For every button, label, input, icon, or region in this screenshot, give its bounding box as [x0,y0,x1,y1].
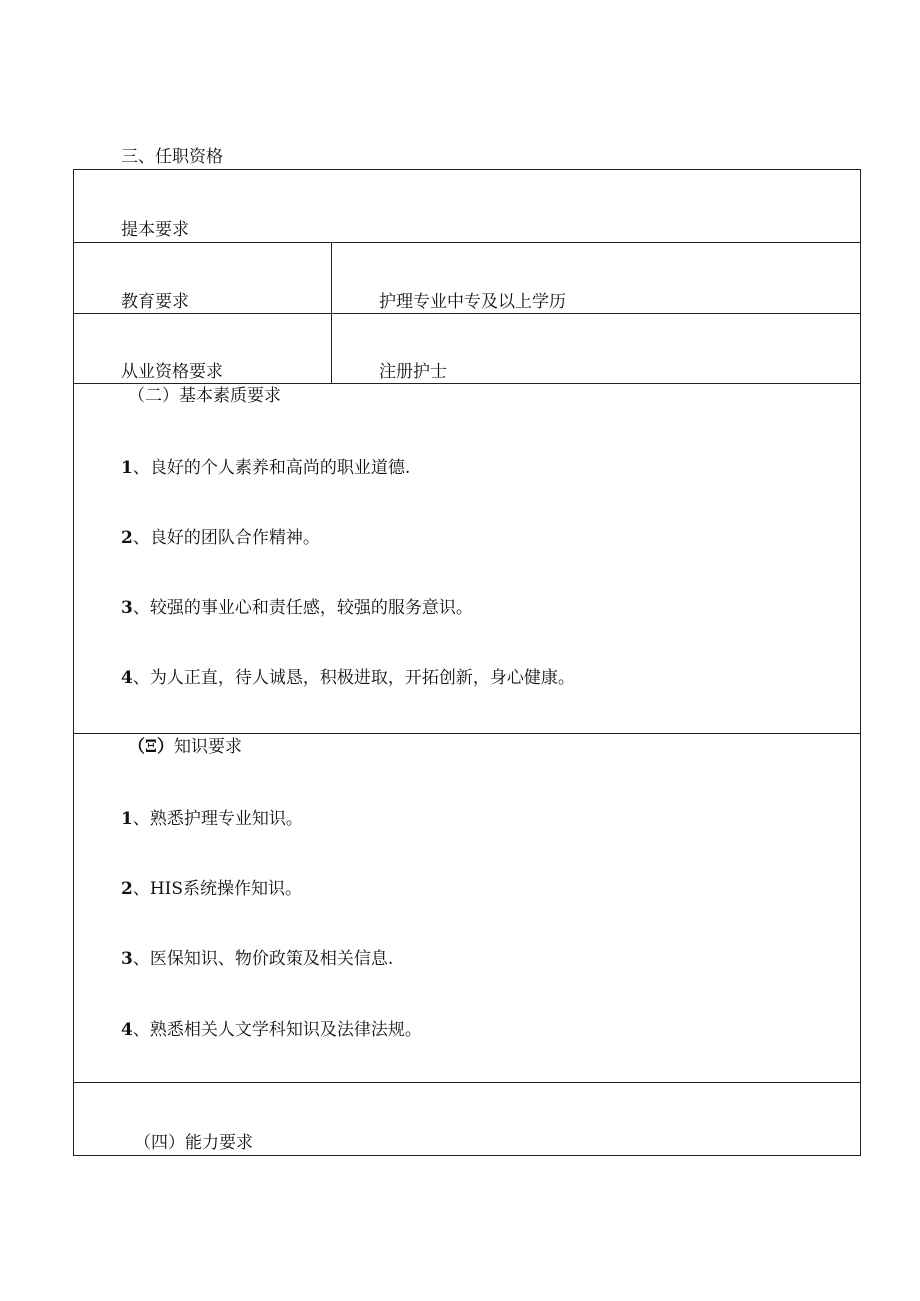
knowledge-header-mark: （Ξ） [128,737,174,757]
item-text: 、为人正直，待人诚恳，积极进取，开拓创新，身心健康。 [132,668,575,688]
item-number: 4 [121,1020,133,1040]
item-text: 、HIS系统操作知识。 [132,879,303,899]
qualification-table [73,169,861,1156]
item-number: 2 [121,879,133,899]
list-item [121,458,410,478]
list-item [121,1020,422,1040]
item-number: 2 [121,528,133,548]
list-item [121,949,393,969]
item-text: 、医保知识、物价政策及相关信息. [132,949,394,969]
list-item [121,879,302,899]
knowledge-header [128,737,242,757]
knowledge-header-text: 知识要求 [173,737,242,757]
ability-header: （四）能力要求 [134,1133,253,1153]
item-text: 、良好的团队合作精神。 [132,528,320,548]
basic-requirements-header: 提本要求 [121,220,189,240]
table-divider [73,242,861,243]
item-number: 4 [121,668,133,688]
item-number: 1 [121,458,133,478]
qualification-value: 注册护士 [379,362,447,382]
education-label: 教育要求 [121,292,189,312]
quality-header: （二）基本素质要求 [128,386,281,406]
item-number: 1 [121,809,133,829]
item-text: 、较强的事业心和责任感，较强的服务意识。 [132,598,473,618]
list-item [121,598,473,618]
table-divider [73,733,861,734]
item-text: 、良好的个人素养和高尚的职业道德. [132,458,411,478]
table-divider [73,383,861,384]
item-text: 、熟悉护理专业知识。 [132,809,303,829]
section-title: 三、任职资格 [121,147,223,167]
item-number: 3 [121,598,133,618]
list-item [121,809,303,829]
item-number: 3 [121,949,133,969]
table-divider [73,1082,861,1083]
column-divider [331,242,332,383]
qualification-label: 从业资格要求 [121,362,223,382]
education-value: 护理专业中专及以上学历 [379,292,566,312]
list-item [121,528,320,548]
list-item [121,668,575,688]
item-text: 、熟悉相关人文学科知识及法律法规。 [132,1020,422,1040]
table-divider [73,313,861,314]
